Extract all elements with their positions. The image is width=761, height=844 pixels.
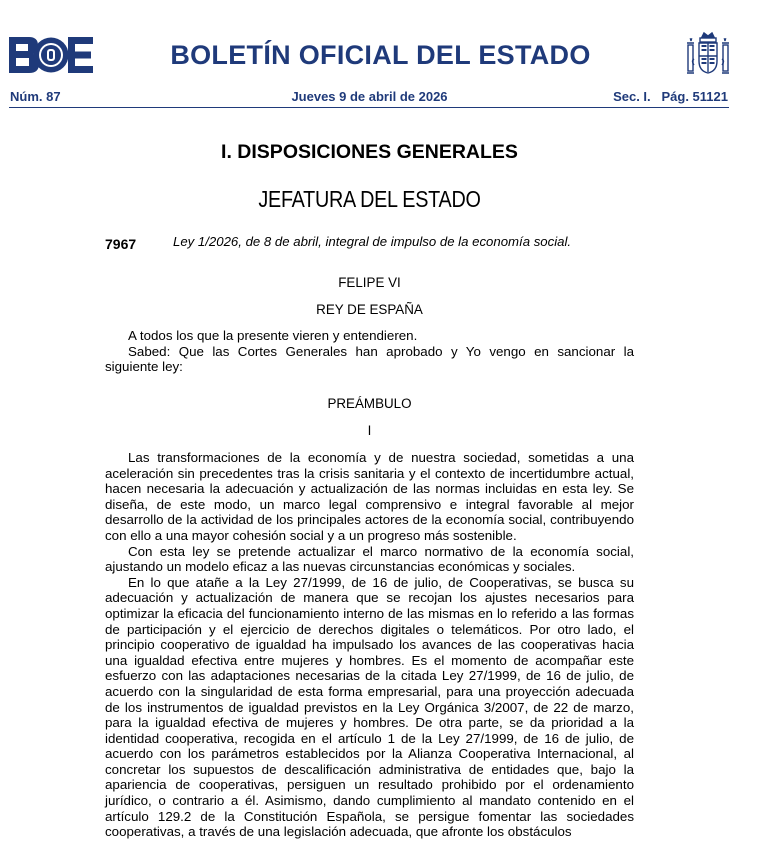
disposition-number: 7967 — [105, 236, 137, 252]
header-divider — [9, 107, 729, 108]
issue-date: Jueves 9 de abril de 2026 — [291, 89, 448, 104]
section-page: Sec. I. Pág. 51121 — [613, 89, 728, 104]
issue-number: Núm. 87 — [10, 89, 61, 104]
preamble-heading: PREÁMBULO — [327, 396, 412, 411]
gazette-title: BOLETÍN OFICIAL DEL ESTADO — [170, 40, 591, 70]
intro-block — [105, 328, 634, 375]
king-title: REY DE ESPAÑA — [316, 302, 423, 317]
coat-of-arms-icon — [685, 31, 731, 79]
section-heading: I. DISPOSICIONES GENERALES — [221, 141, 518, 163]
body-paragraph: Con esta ley se pretende actualizar el marco normativo de la economía social, ajustando un modelo eficaz a las nuevas circunstancias económicas y sociales. — [105, 543, 634, 575]
intro-paragraph: Sabed: Que las Cortes Generales han aprobado y Yo vengo en sancionar la siguiente ley: — [105, 343, 634, 375]
organization-heading: JEFATURA DEL ESTADO — [258, 186, 481, 212]
king-name: FELIPE VI — [338, 275, 401, 290]
law-title: Ley 1/2026, de 8 de abril, integral de impulso de la economía social. — [173, 234, 572, 249]
preamble-numeral: I — [367, 423, 372, 438]
body-paragraph: Las transformaciones de la economía y de nuestra sociedad, sometidas a una aceleración sin precedentes tras la crisis sanitaria y el contexto de incertidumbre actual, hacen necesaria la adecuación y actualización de las normas incluidas en esta ley. Se diseña, de este modo, un marco legal comprensivo e integral favorable al mejor desarrollo de la actividad de los principales actores de la economía social, contribuyendo con ello a una mayor cohesión social y a un progreso más sostenible. — [105, 450, 634, 543]
preamble-body — [105, 450, 634, 840]
body-paragraph: En lo que atañe a la Ley 27/1999, de 16 de julio, de Cooperativas, se busca su adecuación y actualización de manera que se recojan los ajustes necesarios para optimizar la eficacia del funcionamiento interno de las mismas en lo referido a las formas de participación y el ejercicio de derechos digitales o telemáticos. Por otro lado, el principio cooperativo de igualdad ha impulsado los avances de las cooperativas hacia una igualdad efectiva entre mujeres y hombres. Es el momento de acompañar este esfuerzo con las adaptaciones necesarias de la citada Ley 27/1999, de 16 de julio, de acuerdo con la singularidad de esta forma empresarial, para una proyección adecuada de los instrumentos de igualdad previstos en la Ley Orgánica 3/2007, de 22 de marzo, para la igualdad efectiva de mujeres y hombres. De otra parte, se da prioridad a la identidad cooperativa, recogida en el artículo 1 de la Ley 27/1999, de 16 de julio, de acuerdo con los parámetros establecidos por la Alianza Cooperativa Internacional, al concretar los supuestos de descalificación administrativa de entidades que, bajo la apariencia de cooperativas, persiguen un resultado prohibido por el ordenamiento jurídico, o contrario a él. Asimismo, dando cumplimiento al mandato contenido en el artículo 129.2 de la Constitución Española, se persigue fomentar las sociedades cooperativas, a través de una legislación adecuada, que afronte los obstáculos — [105, 574, 634, 840]
intro-paragraph: A todos los que la presente vieren y entendieren. — [128, 328, 418, 343]
